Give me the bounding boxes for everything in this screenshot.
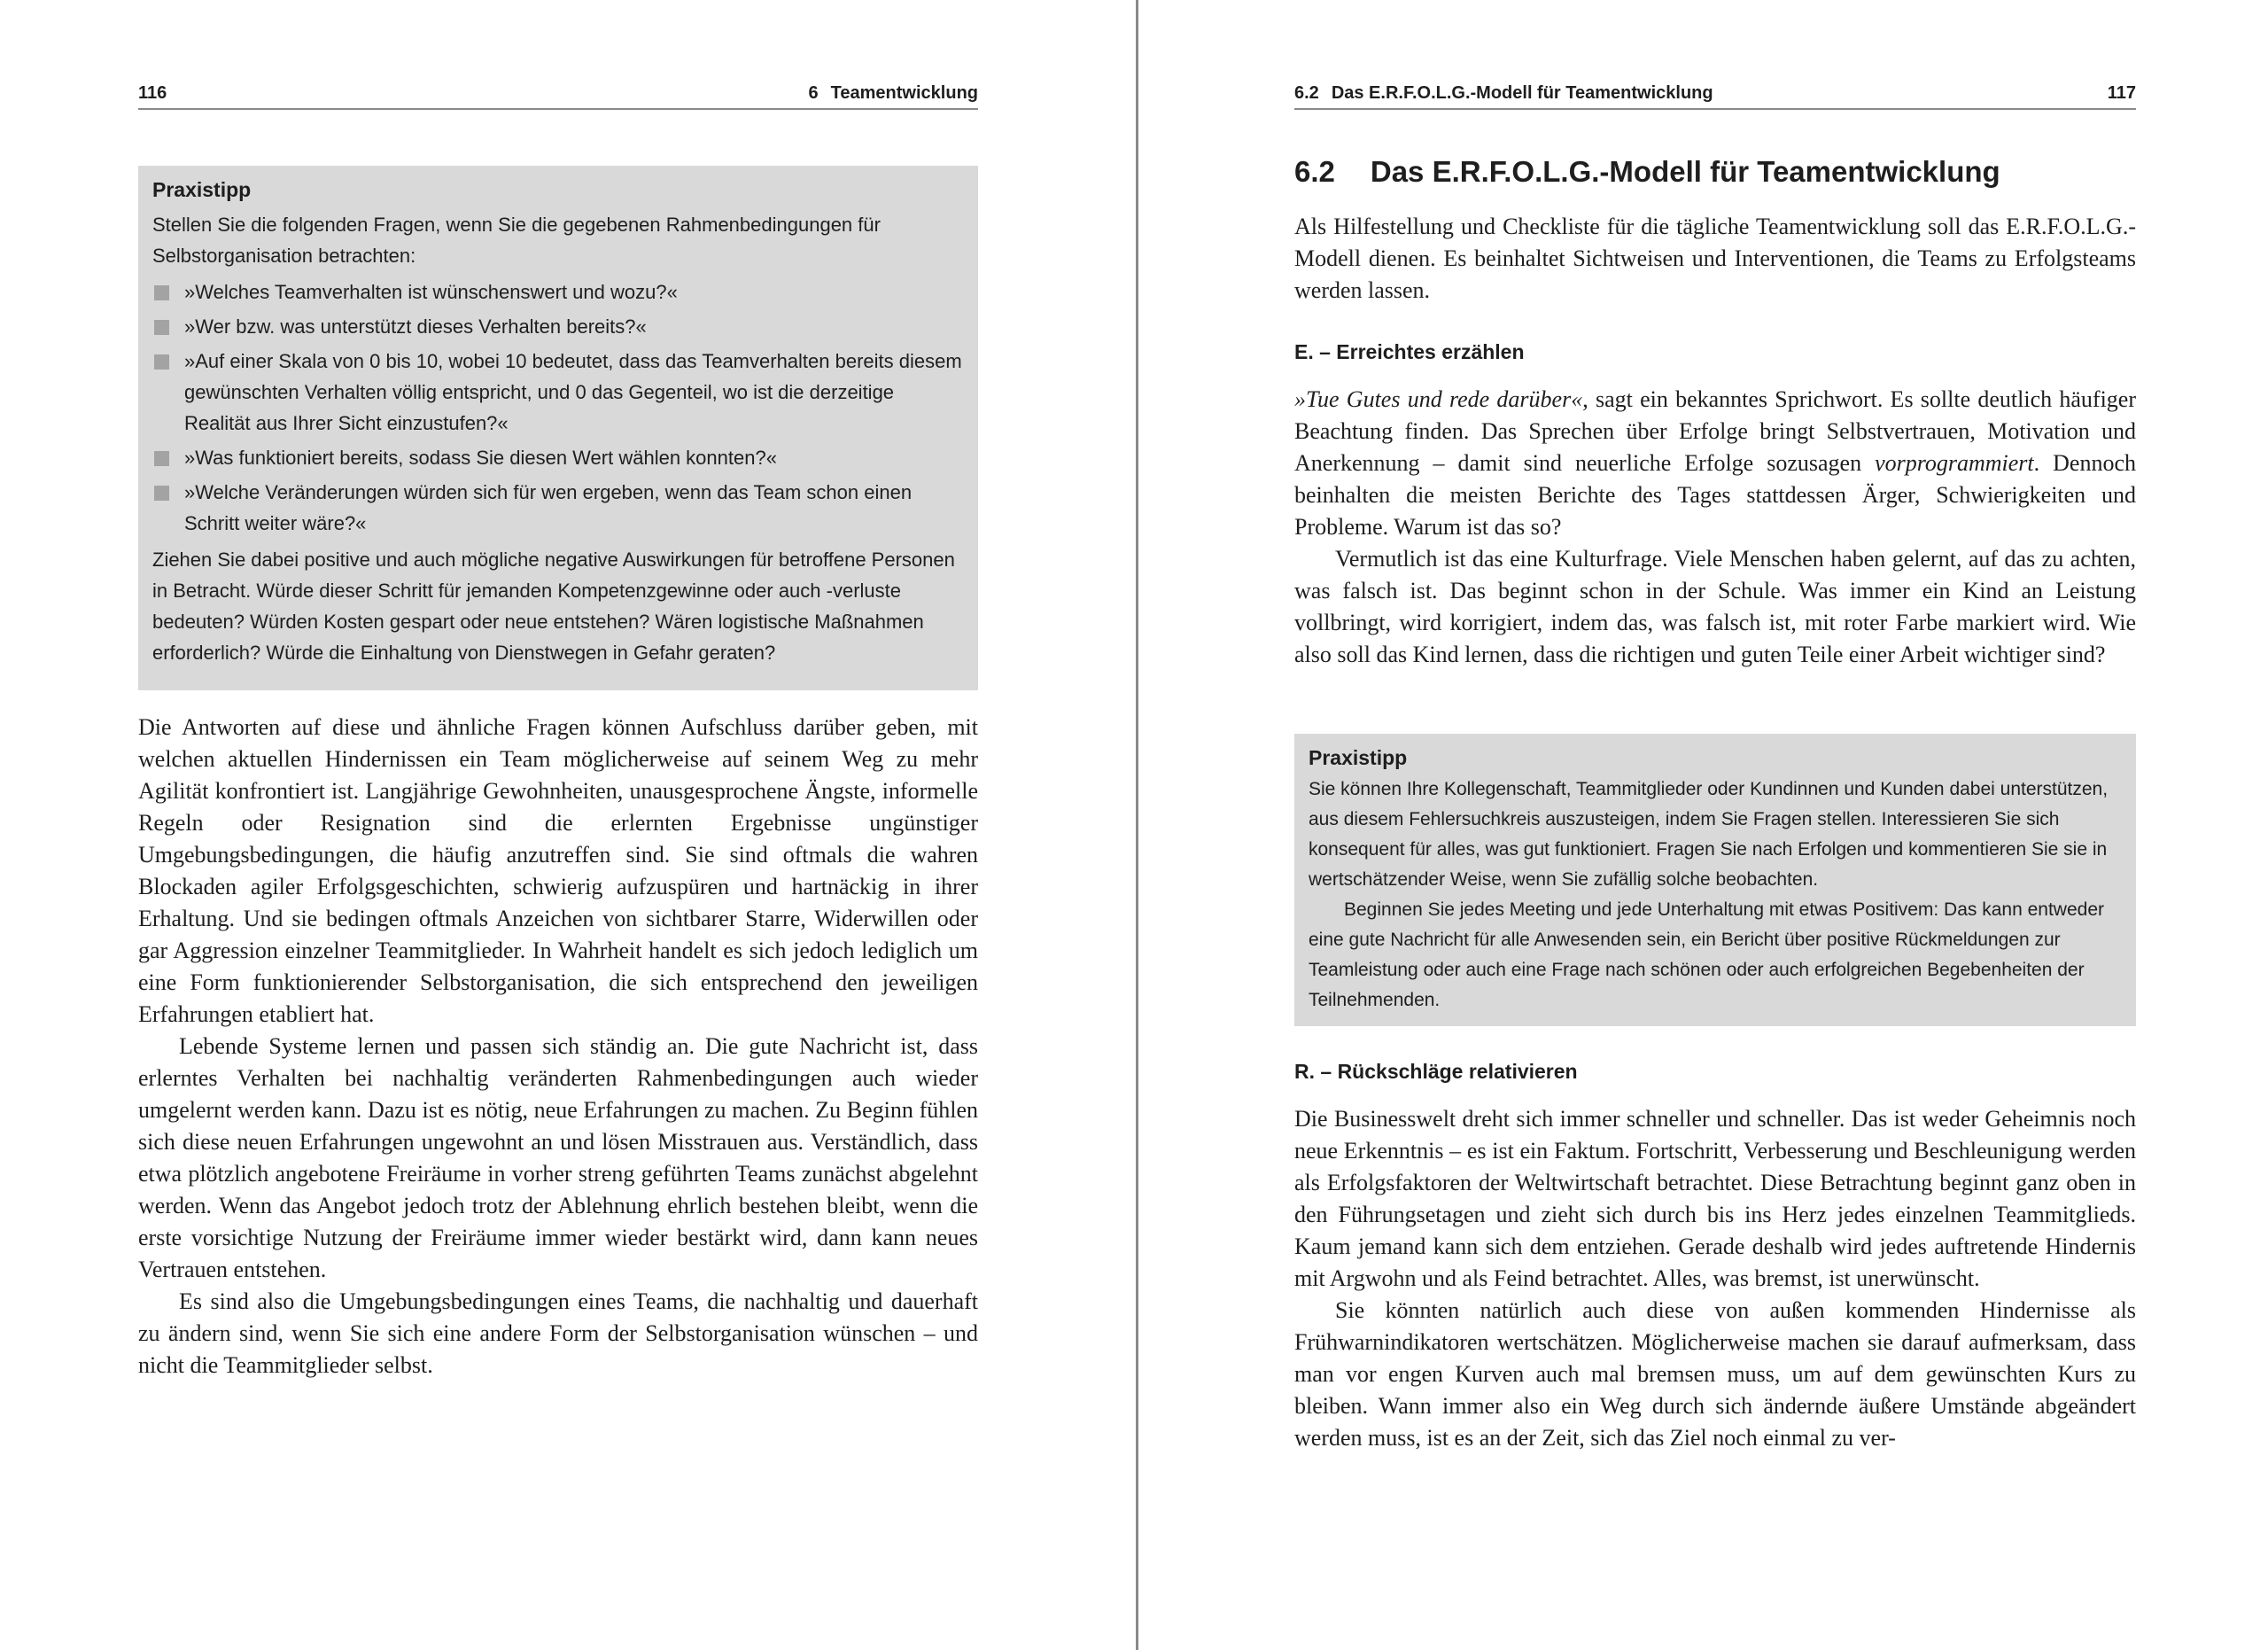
body-paragraph: Die Businesswelt dreht sich immer schneller und schneller. Das ist weder Geheimnis noch neue Erkenntnis – es ist ein Faktum. Fortschritt, Verbesserung und Beschleunigung werden als Erfolgsfaktoren der Weltwirtschaft betrachtet. Diese Betrachtung beginnt ganz oben in den Führungsetagen und zieht sich durch bis ins Herz jedes einzelnen Teammitglieds. Kaum jemand kann sich dem entziehen. Gerade deshalb wird jedes auftretende Hindernis mit Argwohn und als Feind betrachtet. Alles, was bremst, ist unerwünscht.	[1294, 1106, 2136, 1291]
subsection-e-body	[1294, 384, 2136, 671]
praxistipp-intro: Stellen Sie die folgenden Fragen, wenn Sie die gegebenen Rahmenbedingungen für Selbstorganisation betrachten:	[152, 214, 881, 267]
body-paragraph: Es sind also die Umgebungsbedingungen eines Teams, die nachhaltig und dauerhaft zu ändern sind, wenn Sie sich eine andere Form der Selbstorganisation wünschen – und nicht die Teammitglieder selbst.	[138, 1288, 978, 1378]
body-paragraph	[1294, 384, 2136, 543]
page-number-right: 117	[2107, 82, 2136, 103]
section-intro	[1294, 211, 2136, 307]
question-list	[152, 276, 964, 539]
praxistipp-paragraph: Sie können Ihre Kollegenschaft, Teammitglieder oder Kundinnen und Kunden dabei unterstützen, aus diesem Fehlersuchkreis auszusteigen, indem Sie Fragen stellen. Interessieren Sie sich konsequent für alles, was gut funktioniert. Fragen Sie nach Erfolgen und kommentieren Sie sie in wertschätzender Weise, wenn Sie zufällig solche beobachten.	[1309, 779, 2109, 890]
subsection-r-body	[1294, 1103, 2136, 1454]
section-heading	[1294, 155, 2000, 189]
praxistipp-paragraph: Beginnen Sie jedes Meeting und jede Unterhaltung mit etwas Positivem: Das kann entweder eine gute Nachricht für alle Anwesenden sein, ein Bericht über positive Rückmeldungen zur Teamleistung oder auch eine Frage nach schönen oder auch erfolgreichen Begebenheiten der Teilnehmenden.	[1309, 899, 2104, 1010]
right-page	[1138, 0, 2268, 1650]
chapter-number: 6	[808, 82, 819, 103]
text-run: , sagt ein bekanntes Sprichwort. Es sollte deutlich häufiger Beachtung finden. Das Sprechen über Erfolge bringt Selbstvertrauen, Motivation und Anerkennung – damit sind neuerliche Erfolge sozusagen	[1294, 386, 2136, 476]
page-number-left: 116	[138, 82, 167, 103]
praxistipp-box-right	[1294, 734, 2136, 1026]
chapter-title-text: Teamentwicklung	[830, 82, 978, 103]
praxistipp-title: Praxistipp	[1309, 746, 1408, 769]
praxistipp-title: Praxistipp	[152, 178, 252, 201]
body-paragraph: Vermutlich ist das eine Kulturfrage. Viele Menschen haben gelernt, auf das zu achten, was falsch ist. Das beginnt schon in der Schule. Was immer ein Kind an Leistung vollbringt, wird korrigiert, indem das, was falsch ist, mit roter Farbe markiert wird. Wie also soll das Kind lernen, dass die richtigen und guten Teile einer Arbeit wichtiger sind?	[1294, 546, 2136, 667]
body-paragraph: Sie könnten natürlich auch diese von außen kommenden Hindernisse als Frühwarnindikatoren wertschätzen. Möglicherweise machen sie darauf aufmerksam, dass man vor engen Kurven auch mal bremsen muss, um auf dem gewünschten Kurs zu bleiben. Wann immer also ein Weg durch sich ändernde äußere Umstände abgeändert werden muss, ist es an der Zeit, sich das Ziel noch einmal zu ver-	[1294, 1297, 2136, 1451]
section-number: 6.2	[1294, 155, 1335, 188]
running-head-number: 6.2	[1294, 82, 1319, 103]
list-item: »Auf einer Skala von 0 bis 10, wobei 10 bedeutet, dass das Teamverhalten bereits diesem gewünschten Verhalten völlig entspricht, und 0 das Gegenteil, wo ist die derzeitige Realität aus Ihrer Sicht einzustufen?«	[152, 346, 964, 439]
subheading-erreichtes: E. – Erreichtes erzählen	[1294, 340, 1525, 363]
subheading-rueckschlaege: R. – Rückschläge relativieren	[1294, 1060, 1578, 1083]
praxistipp-box-left	[138, 166, 978, 690]
running-head-title	[1294, 83, 1713, 104]
text-run: . Dennoch beinhalten die meisten Berichte des Tages stattdessen Ärger, Schwierigkeiten und Probleme. Warum ist das so?	[1294, 450, 2136, 540]
proverb-quote: »Tue Gutes und rede darüber«	[1294, 386, 1583, 412]
running-head-text: Das E.R.F.O.L.G.-Modell für Teamentwicklung	[1331, 82, 1713, 103]
running-head-left	[138, 78, 978, 110]
body-paragraph: Als Hilfestellung und Checkliste für die tägliche Teamentwicklung soll das E.R.F.O.L.G.-Modell dienen. Es beinhaltet Sichtweisen und Interventionen, die Teams zu Erfolgsteams werden lassen.	[1294, 214, 2136, 303]
body-paragraph: Lebende Systeme lernen und passen sich ständig an. Die gute Nachricht ist, dass erlerntes Verhalten bei nachhaltig veränderten Rahmenbedingungen auch wieder umgelernt werden kann. Dazu ist es nötig, neue Erfahrungen zu machen. Zu Beginn fühlen sich diese neuen Erfahrungen ungewohnt an und lösen Misstrauen aus. Verständlich, dass etwa plötzlich angebotene Freiräume in vorher streng geführten Teams zunächst abgelehnt werden. Wenn das Angebot jedoch trotz der Ablehnung ehrlich bestehen bleibt, wenn die erste vorsichtige Nutzung der Freiräume immer wieder bestärkt wird, dann kann neues Vertrauen entstehen.	[138, 1033, 978, 1282]
left-body	[138, 712, 978, 1381]
list-item: »Welches Teamverhalten ist wünschenswert und wozu?«	[152, 276, 964, 307]
list-item: »Was funktioniert bereits, sodass Sie diesen Wert wählen konnten?«	[152, 442, 964, 473]
praxistipp-closing: Ziehen Sie dabei positive und auch mögliche negative Auswirkungen für betroffene Personen in Betracht. Würde dieser Schritt für jemanden Kompetenzgewinne oder auch -verluste bedeuten? Würden Kosten gespart oder neue entstehen? Wären logistische Maßnahmen erforderlich? Würde die Einhaltung von Dienstwegen in Gefahr geraten?	[152, 549, 955, 664]
list-item: »Welche Veränderungen würden sich für wen ergeben, wenn das Team schon einen Schritt weiter wäre?«	[152, 477, 964, 539]
list-item: »Wer bzw. was unterstützt dieses Verhalten bereits?«	[152, 311, 964, 342]
chapter-title	[809, 83, 978, 104]
section-title: Das E.R.F.O.L.G.-Modell für Teamentwicklung	[1370, 155, 2000, 188]
running-head-right	[1294, 78, 2136, 110]
emphasis: vorprogrammiert	[1875, 450, 2034, 476]
body-paragraph: Die Antworten auf diese und ähnliche Fragen können Aufschluss darüber geben, mit welchen aktuellen Hindernissen ein Team möglicherweise auf seinem Weg zu mehr Agilität konfrontiert ist. Langjährige Gewohnheiten, unausgesprochene Ängste, informelle Regeln oder Resignation sind die erlernten Ergebnisse ungünstiger Umgebungsbedingungen, die häufig anzutreffen sind. Sie sind oftmals die wahren Blockaden agiler Erfolgsgeschichten, schwierig aufzuspüren und hartnäckig in ihrer Erhaltung. Und sie bedingen oftmals Anzeichen von sichtbarer Starre, Widerwillen oder gar Aggression einzelner Teammitglieder. In Wahrheit handelt es sich jedoch lediglich um eine Form funktionierender Selbstorganisation, die sich entsprechend den jeweiligen Erfahrungen etabliert hat.	[138, 714, 978, 1027]
